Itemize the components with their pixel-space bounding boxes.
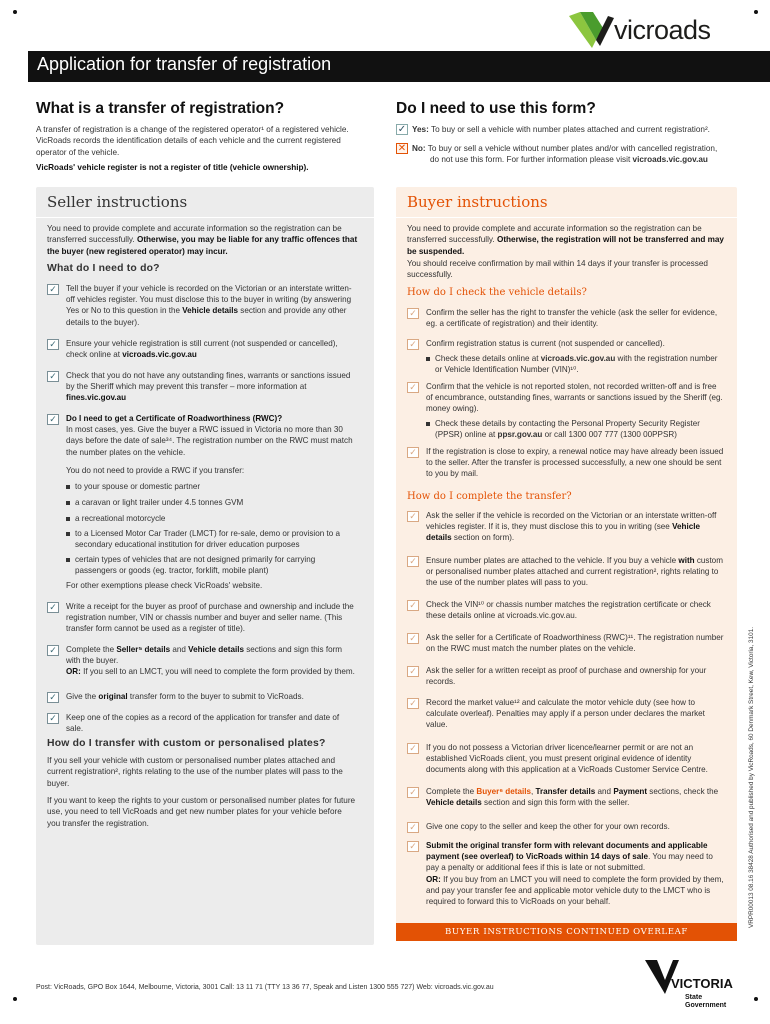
checkbox-icon[interactable]: ✓ xyxy=(47,602,59,613)
corner-mark xyxy=(13,997,17,1001)
buyer-intro: You need to provide complete and accurate information so the registration can be transferred successfully. Otherwise, the registration will not be transferred and may be suspended. xyxy=(407,224,724,256)
checkbox-icon[interactable]: ✓ xyxy=(47,371,59,382)
checkbox-icon[interactable]: ✓ xyxy=(407,698,419,709)
page-title: Application for transfer of registration xyxy=(37,54,332,74)
seller-item-8: ✓ Keep one of the copies as a record of the application for transfer and date of sale. xyxy=(66,712,356,734)
checkbox-icon[interactable]: ✓ xyxy=(407,308,419,319)
state-word: State xyxy=(685,994,703,1001)
seller-item-2: ✓ Ensure your vehicle registration is still current (not suspended or cancelled), check online at vicroads.vic.gov.au xyxy=(66,338,356,360)
custom-plates-para-2: If you want to keep the rights to your custom or personalised number plates for future use, you need to tell VicRoads and get new number plates for your vehicle before you transfer the registration. xyxy=(47,796,356,828)
buyer-check-4: ✓ If the registration is close to expiry, a renewal notice may have already been issued to the seller. After the transfer is processed successfully, a new one should be sent to you by mail. xyxy=(426,446,724,480)
check-icon: ✓ xyxy=(397,124,407,135)
custom-plates-heading: How do I transfer with custom or personalised plates? xyxy=(47,738,326,749)
title-bar xyxy=(28,51,770,82)
rwc-bullet: a recreational motorcycle xyxy=(75,513,355,524)
seller-item-7: ✓ Give the original transfer form to the buyer to submit to VicRoads. xyxy=(66,691,356,702)
checkbox-icon[interactable]: ✓ xyxy=(47,713,59,724)
check-details-heading: How do I check the vehicle details? xyxy=(407,287,587,298)
rwc-bullet: a caravan or light trailer under 4.5 tonnes GVM xyxy=(75,497,355,508)
checkbox-icon[interactable]: ✓ xyxy=(407,556,419,567)
checkbox-icon[interactable]: ✓ xyxy=(407,666,419,677)
buyer-step-9: ✓ Give one copy to the seller and keep the other for your own records. xyxy=(426,821,724,832)
logo-wordmark: vicroads xyxy=(614,15,711,45)
checkbox-icon[interactable]: ✓ xyxy=(47,414,59,425)
buyer-intro-2: You should receive confirmation by mail within 14 days if your transfer is processed successfully. xyxy=(407,259,708,280)
no-text-2: do not use this form. For further information please visit xyxy=(430,155,633,165)
buyer-check-2: ✓ Confirm registration status is current (not suspended or cancelled). xyxy=(426,338,724,349)
form-code-side-text: VRPR00013 08.16 38428 Authorised and published by VicRoads, 60 Denmark Street, Kew, Victoria, 3101. xyxy=(748,626,755,928)
yes-text: To buy or sell a vehicle with number plates attached and current registration². xyxy=(430,125,710,134)
buyer-step-3: ✓ Check the VIN¹⁰ or chassis number matches the registration certificate or check these details online at vicroads.vic.gov.au. xyxy=(426,599,724,621)
what-do-heading: What do I need to do? xyxy=(47,263,160,274)
buyer-check-1: ✓ Confirm the seller has the right to transfer the vehicle (ask the seller for evidence, eg. a certificate of registration) and their identity. xyxy=(426,307,724,329)
custom-plates-para-1: If you sell your vehicle with custom or personalised number plates attached and current registration², rights relating to the use of the number plates will pass to the buyer. xyxy=(47,756,343,788)
buyer-check-2-bullet: Check these details online at vicroads.vic.gov.au with the registration number or Vehicle Identification Number (VIN)¹⁰. xyxy=(435,353,723,375)
what-is-note: VicRoads' vehicle register is not a register of title (vehicle ownership). xyxy=(36,163,309,172)
yes-label: Yes: xyxy=(412,125,429,134)
seller-item-6: ✓ Complete the Seller⁵ details and Vehicle details sections and sign this form with the buyer. OR: If you sell to an LMCT, you will need to complete the form provided by them. xyxy=(66,644,356,678)
what-is-heading: What is a transfer of registration? xyxy=(36,100,285,117)
checkbox-icon[interactable]: ✓ xyxy=(407,841,419,852)
checkbox-icon[interactable]: ✓ xyxy=(407,822,419,833)
corner-mark xyxy=(754,997,758,1001)
checkbox-icon[interactable]: ✓ xyxy=(47,692,59,703)
seller-intro: You need to provide complete and accurate information so the registration can be transferred successfully. Otherwise, you may be liable for any traffic offences that the buyer (new registered operator) may incur. xyxy=(47,224,358,256)
buyer-check-3: ✓ Confirm that the vehicle is not reported stolen, not recorded written-off and is free of encumbrance, outstanding fines, warrants or sanctions issued by the Sheriff (eg. money owing). xyxy=(426,381,724,415)
checkbox-icon[interactable]: ✓ xyxy=(407,339,419,350)
buyer-step-10: ✓ Submit the original transfer form with relevant documents and applicable payment (see overleaf) to VicRoads within 14 days of sale. You may need to pay a penalty or additional fees if this is late or not submitted. OR: If you buy from an LMCT you will need to complete the form provided by them, and pay your transfer fee and applicable motor vehicle duty to the LMCT who is required to forward this to VicRoads on your behalf. xyxy=(426,840,724,907)
buyer-heading: Buyer instructions xyxy=(407,193,548,211)
checkbox-icon[interactable]: ✓ xyxy=(407,382,419,393)
buyer-check-3-bullet: Check these details by contacting the Personal Property Security Register (PPSR) online at ppsr.gov.au or call 1300 007 777 (1300 00PPSR) xyxy=(435,418,723,440)
rwc-other-exemptions: For other exemptions please check VicRoads' website. xyxy=(66,581,263,590)
checkbox-icon[interactable]: ✓ xyxy=(47,339,59,350)
footer-contact: Post: VicRoads, GPO Box 1644, Melbourne, Victoria, 3001 Call: 13 11 71 (TTY 13 36 77, Speak and Listen 1300 555 727) Web: vicroads.vic.gov.au xyxy=(36,984,494,991)
rwc-bullet: certain types of vehicles that are not designed primarily for carrying passengers or goods (eg. tractor, forklift, mobile plant) xyxy=(75,554,355,576)
checkbox-icon[interactable]: ✓ xyxy=(407,511,419,522)
victoria-state-government-logo-icon xyxy=(643,958,738,1010)
victoria-word: VICTORIA xyxy=(671,976,733,991)
no-label: No: xyxy=(412,144,426,153)
rwc-exempt-intro: You do not need to provide a RWC if you transfer: xyxy=(66,466,245,475)
buyer-step-2: ✓ Ensure number plates are attached to the vehicle. If you buy a vehicle with custom or personalised number plates attached and current registration², rights relating to the use of the number plates will pass to you. xyxy=(426,555,724,589)
buyer-step-6: ✓ Record the market value¹² and calculate the motor vehicle duty (see how to calculate overleaf). Penalties may apply if a person under declares the market value. xyxy=(426,697,724,731)
checkbox-icon[interactable]: ✓ xyxy=(407,743,419,754)
checkbox-icon[interactable]: ✓ xyxy=(407,447,419,458)
seller-panel xyxy=(36,187,374,945)
seller-item-3: ✓ Check that you do not have any outstanding fines, warrants or sanctions issued by the Sheriff which may prevent this transfer – more information at fines.vic.gov.au xyxy=(66,370,356,404)
no-text: To buy or sell a vehicle without number plates and/or with cancelled registration, xyxy=(427,144,718,153)
rwc-bullet: to a Licensed Motor Car Trader (LMCT) for re-sale, demo or provision to a secondary educational institution for driver education purposes xyxy=(75,528,355,550)
complete-transfer-heading: How do I complete the transfer? xyxy=(407,491,572,502)
checkbox-icon[interactable]: ✓ xyxy=(47,284,59,295)
seller-item-1: ✓ Tell the buyer if your vehicle is recorded on the Victorian or an interstate written-off vehicles register. You must disclose this to the buyer in writing (by answering Yes or No to this question in the Vehicle details section and provide any other details to the buyer). xyxy=(66,283,356,328)
checkbox-icon[interactable]: ✓ xyxy=(407,600,419,611)
seller-item-4: ✓ Do I need to get a Certificate of Roadworthiness (RWC)? In most cases, yes. Give the buyer a RWC issued in Victoria no more than 30 days before the date of sale³⁴. The registration number on the RWC must match the number plates on the vehicle. xyxy=(66,413,356,458)
vicroads-link[interactable]: vicroads.vic.gov.au xyxy=(632,155,708,165)
cross-icon: ✕ xyxy=(397,143,407,154)
checkbox-icon[interactable]: ✓ xyxy=(407,787,419,798)
checkbox-icon[interactable]: ✓ xyxy=(407,633,419,644)
corner-mark xyxy=(13,10,17,14)
buyer-step-1: ✓ Ask the seller if the vehicle is recorded on the Victorian or an interstate written-off vehicles register. If it is, they must disclose this to you in writing (see Vehicle details section on form). xyxy=(426,510,724,544)
buyer-step-4: ✓ Ask the seller for a Certificate of Roadworthiness (RWC)¹¹. The registration number on the RWC must match the number plates on the vehicle. xyxy=(426,632,724,654)
buyer-step-8: ✓ Complete the Buyer⁶ details, Transfer details and Payment sections, check the Vehicle details section and sign this form with the seller. xyxy=(426,786,724,808)
corner-mark xyxy=(754,10,758,14)
rwc-bullet: to your spouse or domestic partner xyxy=(75,481,355,492)
government-word: Government xyxy=(685,1002,727,1009)
what-is-paragraph: A transfer of registration is a change of the registered operator¹ of a registered vehicle. VicRoads records the identification details of each vehicle and the current registered operator of the vehicle. xyxy=(36,125,349,157)
seller-heading: Seller instructions xyxy=(47,193,188,211)
buyer-step-7: ✓ If you do not possess a Victorian driver licence/learner permit or are not an established VicRoads client, you must present original evidence of identity documents along with this application at a VicRoads Customer Service Centre. xyxy=(426,742,724,776)
buyer-step-5: ✓ Ask the seller for a written receipt as proof of purchase and ownership for your records. xyxy=(426,665,724,687)
need-form-heading: Do I need to use this form? xyxy=(396,100,596,117)
seller-item-5: ✓ Write a receipt for the buyer as proof of purchase and ownership and include the registration number, VIN or chassis number and buyer and seller name. (This transfer form cannot be used as a register of title). xyxy=(66,601,356,635)
continued-overleaf-bar: BUYER INSTRUCTIONS CONTINUED OVERLEAF xyxy=(396,923,737,941)
buyer-panel xyxy=(396,187,737,941)
checkbox-icon[interactable]: ✓ xyxy=(47,645,59,656)
